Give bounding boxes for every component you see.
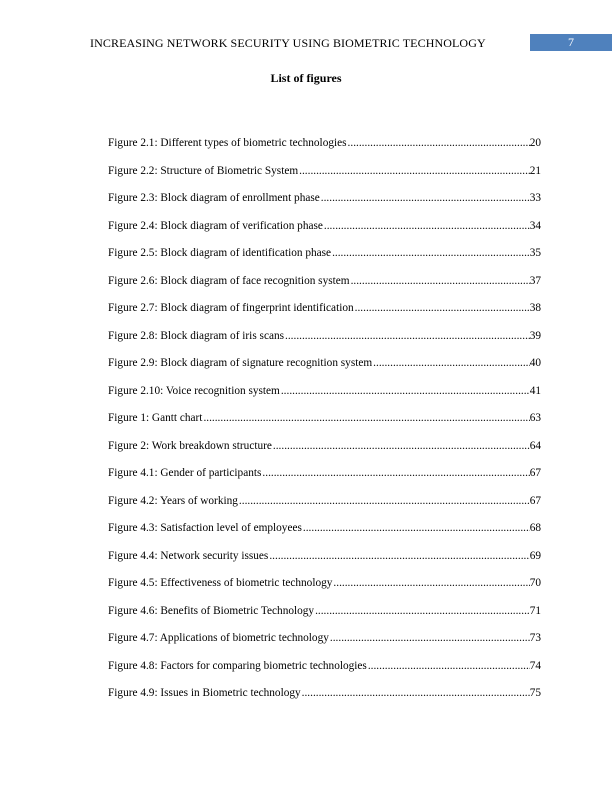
figure-entry[interactable]: [108, 549, 541, 577]
figure-entry-label: Figure 4.4: Network security issues: [108, 549, 269, 562]
figure-entry-label: Figure 4.8: Factors for comparing biometric technologies: [108, 659, 367, 672]
figure-entry[interactable]: [108, 136, 541, 164]
dot-leader: [285, 329, 530, 343]
figure-entry-label: Figure 2.10: Voice recognition system: [108, 384, 280, 397]
figure-entry-label: Figure 4.5: Effectiveness of biometric technology: [108, 577, 333, 589]
dot-leader: [273, 439, 530, 453]
dot-leader: [315, 604, 530, 618]
figure-entry-label: Figure 2: Work breakdown structure: [108, 439, 272, 452]
figure-entry[interactable]: [108, 164, 541, 192]
figure-entry-label: Figure 4.2: Years of working: [108, 494, 238, 507]
figure-entry[interactable]: [108, 466, 541, 494]
dot-leader: [262, 466, 529, 480]
dot-leader: [281, 384, 530, 398]
dot-leader: [351, 274, 530, 288]
figure-entry-page: 75: [529, 687, 541, 699]
page-header: [90, 34, 612, 52]
figure-entry-page: 67: [529, 467, 541, 479]
figure-entry[interactable]: [108, 301, 541, 329]
figure-entry-page: 64: [529, 439, 541, 452]
dot-leader: [269, 549, 529, 563]
figure-entry[interactable]: [108, 384, 541, 412]
figure-entry[interactable]: [108, 411, 541, 439]
figure-entry-page: 67: [529, 494, 541, 507]
figure-entry-page: 39: [529, 329, 541, 342]
dot-leader: [355, 301, 530, 315]
figure-entry-page: 21: [529, 164, 541, 177]
dot-leader: [302, 686, 530, 700]
figure-entry[interactable]: [108, 604, 541, 632]
figure-entry[interactable]: [108, 494, 541, 522]
page-title: List of figures: [270, 71, 342, 85]
figure-entry[interactable]: [108, 356, 541, 384]
figure-entry-page: 40: [529, 357, 541, 369]
figure-entry-label: Figure 2.8: Block diagram of iris scans: [108, 329, 285, 342]
figure-list: [108, 136, 541, 714]
dot-leader: [324, 219, 530, 233]
figure-entry-page: 33: [529, 192, 541, 204]
dot-leader: [321, 191, 530, 205]
figure-entry-label: Figure 2.5: Block diagram of identification phase: [108, 247, 332, 259]
figure-entry-label: Figure 2.9: Block diagram of signature recognition system: [108, 357, 373, 369]
figure-entry-label: Figure 4.6: Benefits of Biometric Technology: [108, 604, 315, 617]
figure-entry[interactable]: [108, 521, 541, 549]
figure-entry-page: 69: [529, 549, 541, 562]
figure-entry-label: Figure 4.3: Satisfaction level of employees: [108, 522, 302, 534]
dot-leader: [332, 246, 530, 260]
figure-entry-label: Figure 4.1: Gender of participants: [108, 467, 262, 479]
figure-entry-page: 71: [529, 604, 541, 617]
figure-entry-page: 34: [529, 219, 541, 232]
figure-entry-page: 20: [529, 137, 541, 149]
page-number-badge: 7: [530, 34, 612, 51]
figure-entry-page: 70: [529, 577, 541, 589]
figure-entry[interactable]: [108, 329, 541, 357]
dot-leader: [373, 356, 530, 370]
figure-entry-label: Figure 2.1: Different types of biometric technologies: [108, 137, 347, 149]
dot-leader: [299, 164, 530, 178]
figure-entry-page: 41: [529, 384, 541, 397]
figure-entry-label: Figure 4.9: Issues in Biometric technology: [108, 687, 301, 699]
figure-entry-label: Figure 4.7: Applications of biometric technology: [108, 632, 329, 644]
figure-entry-page: 63: [529, 412, 541, 424]
dot-leader: [333, 576, 529, 590]
figure-entry-label: Figure 2.6: Block diagram of face recognition system: [108, 274, 350, 287]
figure-entry[interactable]: [108, 686, 541, 714]
figure-entry[interactable]: [108, 576, 541, 604]
figure-entry[interactable]: [108, 439, 541, 467]
running-head: INCREASING NETWORK SECURITY USING BIOMETRIC TECHNOLOGY: [90, 36, 486, 50]
figure-entry-page: 38: [529, 302, 541, 314]
figure-entry-label: Figure 2.7: Block diagram of fingerprint identification: [108, 302, 354, 314]
figure-entry-page: 35: [529, 247, 541, 259]
figure-entry-label: Figure 1: Gantt chart: [108, 412, 203, 424]
figure-entry[interactable]: [108, 191, 541, 219]
figure-entry-page: 37: [529, 274, 541, 287]
figure-entry-page: 68: [529, 522, 541, 534]
figure-entry[interactable]: [108, 631, 541, 659]
figure-entry-label: Figure 2.2: Structure of Biometric System: [108, 164, 299, 177]
figure-entry[interactable]: [108, 274, 541, 302]
figure-entry-page: 74: [529, 659, 541, 672]
dot-leader: [303, 521, 530, 535]
dot-leader: [330, 631, 530, 645]
figure-entry-label: Figure 2.3: Block diagram of enrollment phase: [108, 192, 320, 204]
figure-entry-page: 73: [529, 632, 541, 644]
figure-entry-label: Figure 2.4: Block diagram of verification phase: [108, 219, 323, 232]
dot-leader: [348, 136, 530, 150]
dot-leader: [368, 659, 530, 673]
figure-entry[interactable]: [108, 246, 541, 274]
figure-entry[interactable]: [108, 219, 541, 247]
dot-leader: [239, 494, 530, 508]
dot-leader: [203, 411, 529, 425]
figure-entry[interactable]: [108, 659, 541, 687]
